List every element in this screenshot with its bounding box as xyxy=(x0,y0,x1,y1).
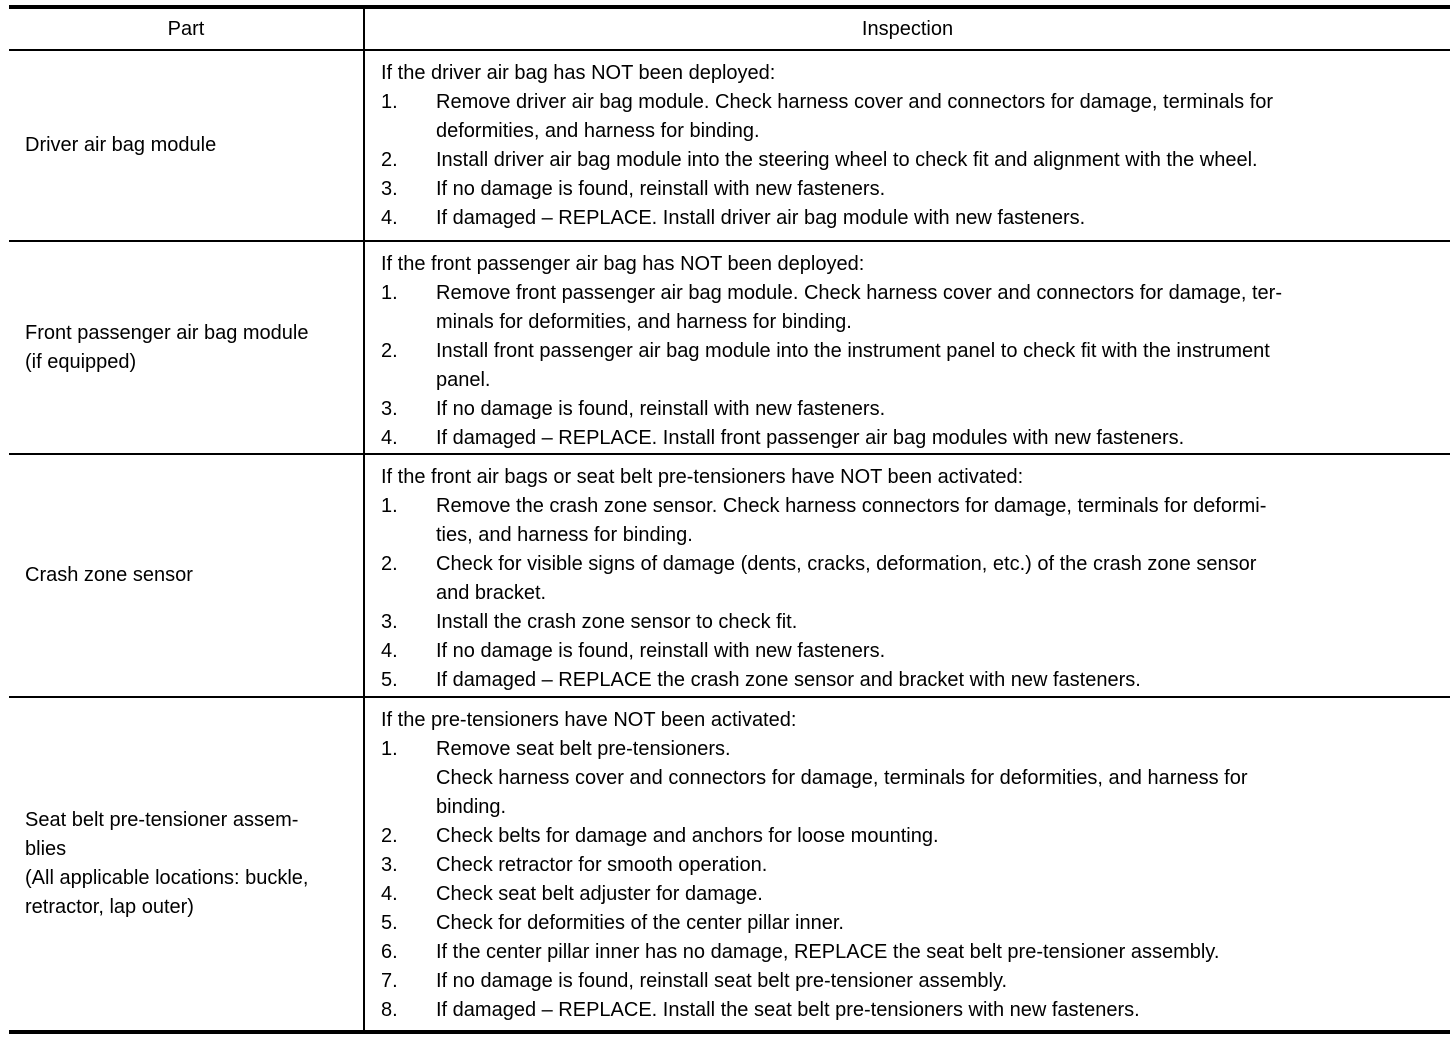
step-text xyxy=(436,424,1450,453)
step-text xyxy=(436,279,1450,337)
step-line: If no damage is found, reinstall with new fasteners. xyxy=(436,398,886,420)
step-line: Remove driver air bag module. Check harness cover and connectors for damage, terminals for xyxy=(436,91,1274,113)
inspection-step xyxy=(365,967,1450,996)
step-line: Check for deformities of the center pillar inner. xyxy=(436,912,844,934)
step-number: 6. xyxy=(381,941,398,963)
part-line: (All applicable locations: buckle, xyxy=(25,867,309,889)
step-number: 1. xyxy=(381,738,398,760)
step-line: If damaged – REPLACE. Install driver air bag module with new fasteners. xyxy=(436,207,1086,229)
step-line: Check harness cover and connectors for damage, terminals for deformities, and harness for xyxy=(436,767,1248,789)
step-line: panel. xyxy=(436,369,491,391)
inspection-cell xyxy=(365,242,1450,453)
step-text xyxy=(436,938,1450,967)
step-number: 1. xyxy=(381,495,398,517)
inspection-intro: If the driver air bag has NOT been deployed: xyxy=(381,62,776,84)
step-number: 2. xyxy=(381,553,398,575)
step-text xyxy=(436,851,1450,880)
step-line: Remove front passenger air bag module. Check harness cover and connectors for damage, ter- xyxy=(436,282,1282,304)
part-line: retractor, lap outer) xyxy=(25,896,194,918)
part-line: Crash zone sensor xyxy=(25,564,193,586)
inspection-intro: If the front air bags or seat belt pre-tensioners have NOT been activated: xyxy=(381,466,1024,488)
step-text xyxy=(436,880,1450,909)
part-line: Front passenger air bag module xyxy=(25,321,309,344)
inspection-step xyxy=(365,996,1450,1025)
header-inspection-label: Inspection xyxy=(861,17,954,40)
step-line: Remove the crash zone sensor. Check harness connectors for damage, terminals for deformi- xyxy=(436,495,1267,517)
part-line: Seat belt pre-tensioner assem- xyxy=(25,809,299,831)
inspection-intro: If the front passenger air bag has NOT been deployed: xyxy=(381,253,865,275)
step-number: 7. xyxy=(381,970,398,992)
step-line: ties, and harness for binding. xyxy=(436,524,693,546)
step-number: 2. xyxy=(381,825,398,847)
step-line: Install driver air bag module into the steering wheel to check fit and alignment with the wheel. xyxy=(436,149,1258,171)
step-line: Check seat belt adjuster for damage. xyxy=(436,883,763,905)
inspection-step xyxy=(365,424,1450,453)
step-number: 4. xyxy=(381,207,398,229)
step-line: deformities, and harness for binding. xyxy=(436,120,760,142)
step-line: If damaged – REPLACE. Install front passenger air bag modules with new fasteners. xyxy=(436,427,1185,449)
inspection-step xyxy=(365,608,1450,637)
step-text xyxy=(436,550,1450,608)
part-cell xyxy=(9,698,365,1030)
step-text xyxy=(436,822,1450,851)
step-line: If no damage is found, reinstall with new fasteners. xyxy=(436,640,886,662)
header-part xyxy=(9,9,365,49)
step-line: If the center pillar inner has no damage, REPLACE the seat belt pre-tensioner assembly. xyxy=(436,941,1220,963)
inspection-step xyxy=(365,822,1450,851)
step-line: Remove seat belt pre-tensioners. xyxy=(436,738,731,760)
step-number: 3. xyxy=(381,611,398,633)
step-text xyxy=(436,967,1450,996)
step-number: 4. xyxy=(381,427,398,449)
inspection-cell xyxy=(365,698,1450,1030)
step-text xyxy=(436,735,1450,822)
inspection-step xyxy=(365,550,1450,608)
step-text xyxy=(436,337,1450,395)
part-line: Driver air bag module xyxy=(25,134,217,156)
step-number: 1. xyxy=(381,91,398,113)
header-inspection xyxy=(365,9,1450,49)
part-cell xyxy=(9,51,365,240)
inspection-step xyxy=(365,337,1450,395)
inspection-step xyxy=(365,938,1450,967)
inspection-table xyxy=(9,5,1450,1034)
step-line: binding. xyxy=(436,796,507,818)
step-text xyxy=(436,666,1450,695)
step-line: minals for deformities, and harness for binding. xyxy=(436,311,852,333)
inspection-step xyxy=(365,395,1450,424)
inspection-step xyxy=(365,204,1450,233)
step-line: Check retractor for smooth operation. xyxy=(436,854,768,876)
step-number: 5. xyxy=(381,912,398,934)
table-row xyxy=(9,453,1450,696)
step-line: Install the crash zone sensor to check fit. xyxy=(436,611,798,633)
step-text xyxy=(436,146,1450,175)
step-number: 4. xyxy=(381,640,398,662)
inspection-step xyxy=(365,637,1450,666)
step-text xyxy=(436,204,1450,233)
step-number: 4. xyxy=(381,883,398,905)
table-row xyxy=(9,240,1450,453)
inspection-step xyxy=(365,735,1450,822)
step-line: Check for visible signs of damage (dents, cracks, deformation, etc.) of the crash zone sensor xyxy=(436,553,1257,575)
step-number: 1. xyxy=(381,282,398,304)
step-number: 5. xyxy=(381,669,398,691)
inspection-step xyxy=(365,279,1450,337)
step-number: 3. xyxy=(381,398,398,420)
inspection-step xyxy=(365,492,1450,550)
inspection-step xyxy=(365,88,1450,146)
inspection-step xyxy=(365,175,1450,204)
inspection-step xyxy=(365,666,1450,695)
part-cell xyxy=(9,455,365,696)
inspection-cell xyxy=(365,455,1450,696)
step-line: If damaged – REPLACE the crash zone sensor and bracket with new fasteners. xyxy=(436,669,1141,691)
step-text xyxy=(436,909,1450,938)
inspection-intro: If the pre-tensioners have NOT been activated: xyxy=(381,709,797,731)
step-number: 8. xyxy=(381,999,398,1021)
step-line: If damaged – REPLACE. Install the seat belt pre-tensioners with new fasteners. xyxy=(436,999,1140,1021)
inspection-step xyxy=(365,880,1450,909)
step-number: 2. xyxy=(381,149,398,171)
step-number: 3. xyxy=(381,854,398,876)
step-number: 2. xyxy=(381,340,398,362)
part-cell xyxy=(9,242,365,453)
step-text xyxy=(436,88,1450,146)
inspection-step xyxy=(365,146,1450,175)
inspection-cell xyxy=(365,51,1450,240)
step-text xyxy=(436,175,1450,204)
table-row xyxy=(9,49,1450,240)
part-line: blies xyxy=(25,838,67,860)
step-line: Check belts for damage and anchors for loose mounting. xyxy=(436,825,939,847)
step-line: and bracket. xyxy=(436,582,547,604)
step-text xyxy=(436,395,1450,424)
step-text xyxy=(436,637,1450,666)
table-row xyxy=(9,696,1450,1030)
header-part-label: Part xyxy=(167,17,205,40)
inspection-step xyxy=(365,851,1450,880)
part-line: (if equipped) xyxy=(25,350,137,373)
step-text xyxy=(436,492,1450,550)
table-header-row xyxy=(9,9,1450,49)
inspection-step xyxy=(365,909,1450,938)
step-text xyxy=(436,608,1450,637)
step-line: If no damage is found, reinstall seat belt pre-tensioner assembly. xyxy=(436,970,1008,992)
step-number: 3. xyxy=(381,178,398,200)
step-line: If no damage is found, reinstall with new fasteners. xyxy=(436,178,886,200)
step-text xyxy=(436,996,1450,1025)
step-line: Install front passenger air bag module into the instrument panel to check fit with the instrument xyxy=(436,340,1270,362)
